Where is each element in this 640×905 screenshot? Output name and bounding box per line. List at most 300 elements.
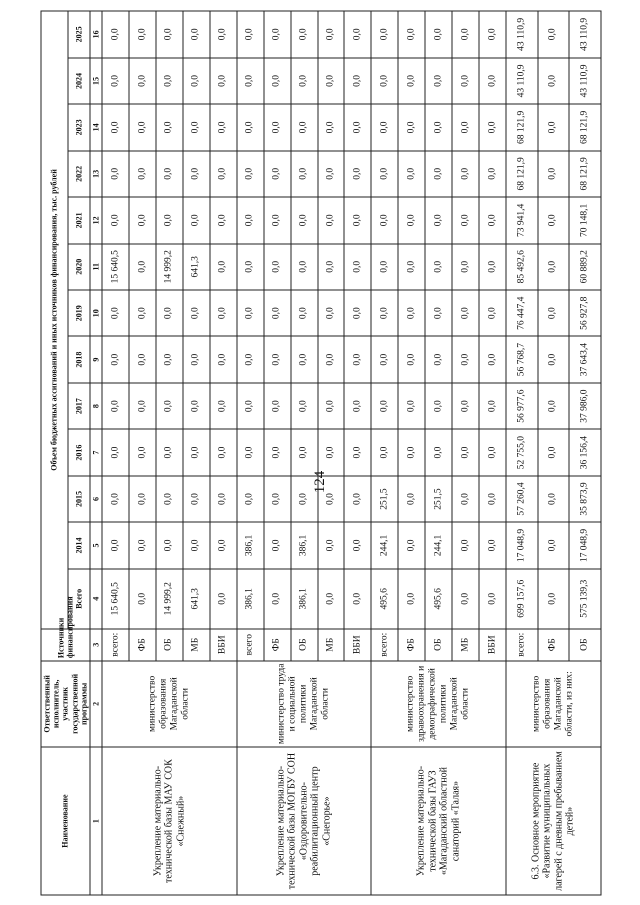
amount-year: 0,0 — [155, 57, 182, 103]
amount-year: 0,0 — [479, 57, 506, 103]
amount-year: 0,0 — [155, 522, 182, 568]
amount-year: 0,0 — [209, 475, 236, 521]
amount-year: 0,0 — [452, 289, 479, 335]
amount-year: 0,0 — [129, 382, 156, 428]
amount-year: 0,0 — [129, 197, 156, 243]
amount-year: 0,0 — [317, 197, 344, 243]
amount-year: 244,1 — [371, 522, 398, 568]
amount-year: 0,0 — [263, 382, 290, 428]
amount-year: 244,1 — [425, 522, 452, 568]
amount-year: 0,0 — [398, 197, 425, 243]
amount-year: 0,0 — [479, 11, 506, 58]
amount-year: 0,0 — [371, 382, 398, 428]
amount-total: 699 157,6 — [505, 568, 537, 628]
amount-year: 0,0 — [263, 104, 290, 150]
amount-year: 0,0 — [236, 243, 263, 289]
amount-year: 0,0 — [290, 57, 317, 103]
amount-year: 57 260,4 — [505, 475, 537, 521]
amount-year: 85 492,6 — [505, 243, 537, 289]
amount-year: 70 148,1 — [569, 197, 601, 243]
amount-year: 14 999,2 — [155, 243, 182, 289]
amount-year: 0,0 — [129, 150, 156, 196]
amount-total: 575 139,3 — [569, 568, 601, 628]
amount-year: 0,0 — [129, 522, 156, 568]
amount-year: 0,0 — [155, 11, 182, 58]
amount-year: 0,0 — [317, 11, 344, 58]
header-executor: Ответственный исполнитель, участник государственной программы — [41, 660, 90, 747]
amount-year: 0,0 — [537, 104, 569, 150]
amount-year: 0,0 — [537, 336, 569, 382]
amount-year: 0,0 — [398, 57, 425, 103]
amount-year: 0,0 — [398, 104, 425, 150]
amount-year: 0,0 — [182, 150, 209, 196]
amount-year: 0,0 — [479, 150, 506, 196]
header-year: 2023 — [67, 104, 89, 150]
amount-year: 0,0 — [129, 289, 156, 335]
amount-total: 0,0 — [452, 568, 479, 628]
funding-source: ОБ — [425, 628, 452, 660]
amount-year: 0,0 — [209, 429, 236, 475]
amount-year: 0,0 — [290, 382, 317, 428]
amount-year: 0,0 — [371, 289, 398, 335]
column-number: 10 — [89, 289, 101, 335]
amount-year: 0,0 — [236, 104, 263, 150]
amount-year: 0,0 — [290, 243, 317, 289]
amount-year: 0,0 — [182, 197, 209, 243]
amount-year: 0,0 — [182, 336, 209, 382]
amount-year: 43 110,9 — [505, 57, 537, 103]
amount-year: 0,0 — [344, 11, 371, 58]
amount-year: 0,0 — [537, 522, 569, 568]
funding-source: всего — [236, 628, 263, 660]
amount-year: 0,0 — [425, 429, 452, 475]
amount-year: 0,0 — [209, 150, 236, 196]
amount-year: 0,0 — [155, 475, 182, 521]
amount-total: 0,0 — [537, 568, 569, 628]
amount-year: 52 755,0 — [505, 429, 537, 475]
amount-total: 0,0 — [317, 568, 344, 628]
amount-year: 68 121,9 — [505, 104, 537, 150]
amount-year: 0,0 — [209, 522, 236, 568]
column-number: 4 — [89, 568, 101, 628]
funding-source: ОБ — [290, 628, 317, 660]
amount-year: 0,0 — [344, 104, 371, 150]
amount-total: 15 640,5 — [102, 568, 129, 628]
amount-year: 0,0 — [209, 336, 236, 382]
amount-year: 0,0 — [236, 57, 263, 103]
amount-year: 0,0 — [263, 336, 290, 382]
amount-year: 0,0 — [155, 336, 182, 382]
responsible-executor: министерство образования Магаданской области, из них: — [505, 660, 600, 747]
amount-year: 0,0 — [263, 522, 290, 568]
amount-year: 0,0 — [344, 522, 371, 568]
amount-year: 0,0 — [452, 382, 479, 428]
amount-year: 0,0 — [263, 57, 290, 103]
amount-year: 17 048,9 — [569, 522, 601, 568]
amount-year: 0,0 — [129, 475, 156, 521]
amount-year: 0,0 — [425, 289, 452, 335]
header-year: 2019 — [67, 289, 89, 335]
funding-source: ОБ — [155, 628, 182, 660]
amount-year: 0,0 — [290, 475, 317, 521]
column-number: 13 — [89, 150, 101, 196]
responsible-executor: министерство труда и социальной политики Магаданской области — [236, 660, 371, 747]
amount-year: 0,0 — [344, 150, 371, 196]
page-number: 124 — [312, 470, 328, 494]
amount-year: 0,0 — [452, 522, 479, 568]
amount-year: 386,1 — [290, 522, 317, 568]
amount-year: 0,0 — [425, 336, 452, 382]
column-number: 1 — [89, 747, 101, 895]
amount-total: 495,6 — [371, 568, 398, 628]
amount-year: 0,0 — [425, 382, 452, 428]
amount-year: 0,0 — [102, 475, 129, 521]
amount-year: 0,0 — [182, 289, 209, 335]
amount-year: 0,0 — [452, 475, 479, 521]
amount-year: 0,0 — [344, 336, 371, 382]
amount-year: 0,0 — [102, 289, 129, 335]
header-year: 2024 — [67, 57, 89, 103]
header-year: 2021 — [67, 197, 89, 243]
amount-year: 0,0 — [236, 289, 263, 335]
responsible-executor: министерство здравоохранения и демографической политики Магаданской области — [371, 660, 506, 747]
responsible-executor: министерство образования Магаданской области — [102, 660, 237, 747]
amount-year: 0,0 — [263, 11, 290, 58]
amount-year: 0,0 — [452, 429, 479, 475]
amount-year: 35 873,9 — [569, 475, 601, 521]
column-number: 14 — [89, 104, 101, 150]
amount-total: 0,0 — [263, 568, 290, 628]
amount-year: 0,0 — [452, 57, 479, 103]
amount-year: 0,0 — [209, 104, 236, 150]
amount-year: 0,0 — [155, 289, 182, 335]
amount-year: 0,0 — [129, 104, 156, 150]
amount-year: 76 447,4 — [505, 289, 537, 335]
amount-year: 0,0 — [537, 197, 569, 243]
funding-source: ВБИ — [479, 628, 506, 660]
amount-year: 0,0 — [425, 243, 452, 289]
amount-year: 0,0 — [425, 150, 452, 196]
amount-year: 0,0 — [317, 382, 344, 428]
column-number: 16 — [89, 11, 101, 58]
amount-year: 0,0 — [425, 57, 452, 103]
amount-year: 0,0 — [155, 150, 182, 196]
amount-year: 0,0 — [479, 197, 506, 243]
amount-year: 0,0 — [537, 475, 569, 521]
amount-year: 0,0 — [263, 289, 290, 335]
amount-year: 0,0 — [317, 243, 344, 289]
amount-year: 0,0 — [236, 429, 263, 475]
funding-source: ВБИ — [209, 628, 236, 660]
amount-year: 0,0 — [263, 475, 290, 521]
column-number: 3 — [89, 628, 101, 660]
amount-year: 0,0 — [290, 336, 317, 382]
amount-year: 43 110,9 — [505, 11, 537, 58]
funding-source: ОБ — [569, 628, 601, 660]
header-total: Всего — [67, 568, 89, 628]
amount-year: 0,0 — [317, 57, 344, 103]
amount-year: 0,0 — [398, 382, 425, 428]
table-row — [371, 11, 398, 895]
amount-year: 386,1 — [236, 522, 263, 568]
amount-year: 0,0 — [236, 336, 263, 382]
amount-year: 60 889,2 — [569, 243, 601, 289]
amount-year: 0,0 — [398, 475, 425, 521]
amount-year: 0,0 — [102, 150, 129, 196]
column-numbers-row — [89, 11, 101, 895]
header-year: 2014 — [67, 522, 89, 568]
header-year: 2018 — [67, 336, 89, 382]
amount-year: 0,0 — [537, 150, 569, 196]
amount-year: 0,0 — [479, 475, 506, 521]
amount-year: 0,0 — [371, 197, 398, 243]
amount-year: 43 110,9 — [569, 57, 601, 103]
amount-year: 0,0 — [236, 11, 263, 58]
amount-year: 0,0 — [398, 522, 425, 568]
amount-year: 37 986,0 — [569, 382, 601, 428]
amount-year: 0,0 — [371, 11, 398, 58]
amount-total: 495,6 — [425, 568, 452, 628]
funding-source: всего: — [102, 628, 129, 660]
funding-source: ФБ — [263, 628, 290, 660]
amount-year: 0,0 — [537, 243, 569, 289]
column-number: 8 — [89, 382, 101, 428]
amount-year: 0,0 — [155, 197, 182, 243]
column-number: 12 — [89, 197, 101, 243]
amount-year: 0,0 — [290, 150, 317, 196]
amount-year: 0,0 — [452, 104, 479, 150]
activity-name: Укрепление материально-технической базы МОГБУ СОН «Оздоровительно-реабилитационный центр «Снегорье» — [236, 747, 371, 895]
activity-name: Укрепление материально-технической базы МАУ СОК «Снежный» — [102, 747, 237, 895]
amount-year: 0,0 — [452, 336, 479, 382]
amount-year: 0,0 — [425, 11, 452, 58]
amount-total: 386,1 — [236, 568, 263, 628]
amount-year: 37 643,4 — [569, 336, 601, 382]
amount-year: 0,0 — [425, 104, 452, 150]
amount-year: 68 121,9 — [505, 150, 537, 196]
header-year: 2015 — [67, 475, 89, 521]
amount-year: 251,5 — [371, 475, 398, 521]
header-row — [41, 11, 68, 895]
amount-year: 0,0 — [398, 336, 425, 382]
amount-year: 0,0 — [129, 429, 156, 475]
amount-total: 0,0 — [398, 568, 425, 628]
amount-year: 0,0 — [537, 289, 569, 335]
amount-year: 0,0 — [102, 197, 129, 243]
amount-year: 0,0 — [263, 243, 290, 289]
amount-year: 0,0 — [236, 475, 263, 521]
amount-year: 0,0 — [236, 382, 263, 428]
amount-total: 641,3 — [182, 568, 209, 628]
amount-year: 0,0 — [317, 289, 344, 335]
amount-year: 0,0 — [479, 429, 506, 475]
amount-year: 0,0 — [537, 382, 569, 428]
column-number: 7 — [89, 429, 101, 475]
amount-year: 0,0 — [344, 475, 371, 521]
amount-year: 0,0 — [537, 11, 569, 58]
amount-year: 0,0 — [344, 382, 371, 428]
amount-year: 0,0 — [209, 197, 236, 243]
amount-year: 0,0 — [155, 382, 182, 428]
column-number: 9 — [89, 336, 101, 382]
amount-year: 0,0 — [479, 289, 506, 335]
header-year: 2020 — [67, 243, 89, 289]
amount-year: 0,0 — [102, 336, 129, 382]
amount-year: 0,0 — [182, 429, 209, 475]
amount-year: 0,0 — [317, 150, 344, 196]
amount-year: 0,0 — [290, 289, 317, 335]
table-row — [236, 11, 263, 895]
amount-year: 0,0 — [129, 243, 156, 289]
amount-year: 0,0 — [317, 522, 344, 568]
amount-total: 0,0 — [129, 568, 156, 628]
amount-year: 0,0 — [102, 382, 129, 428]
amount-year: 0,0 — [371, 150, 398, 196]
amount-year: 0,0 — [317, 336, 344, 382]
amount-year: 56 927,8 — [569, 289, 601, 335]
amount-year: 0,0 — [209, 243, 236, 289]
amount-year: 0,0 — [102, 11, 129, 58]
amount-year: 0,0 — [398, 11, 425, 58]
amount-year: 0,0 — [102, 429, 129, 475]
amount-year: 0,0 — [398, 150, 425, 196]
amount-year: 0,0 — [479, 104, 506, 150]
amount-total: 386,1 — [290, 568, 317, 628]
column-number: 2 — [89, 660, 101, 747]
amount-year: 0,0 — [263, 150, 290, 196]
amount-year: 0,0 — [129, 11, 156, 58]
activity-name: Укрепление материально-технической базы ГАУЗ «Магаданский областной санаторий «Талая» — [371, 747, 506, 895]
amount-year: 0,0 — [182, 11, 209, 58]
amount-year: 0,0 — [425, 197, 452, 243]
amount-year: 0,0 — [102, 57, 129, 103]
amount-year: 641,3 — [182, 243, 209, 289]
funding-source: МБ — [182, 628, 209, 660]
column-number: 15 — [89, 57, 101, 103]
amount-total: 14 999,2 — [155, 568, 182, 628]
amount-year: 0,0 — [102, 104, 129, 150]
amount-year: 0,0 — [537, 57, 569, 103]
amount-year: 0,0 — [129, 336, 156, 382]
amount-total: 0,0 — [344, 568, 371, 628]
table-row — [102, 11, 129, 895]
column-number: 5 — [89, 522, 101, 568]
amount-year: 0,0 — [371, 243, 398, 289]
amount-year: 0,0 — [452, 150, 479, 196]
amount-year: 0,0 — [317, 475, 344, 521]
amount-year: 0,0 — [182, 104, 209, 150]
amount-year: 0,0 — [398, 429, 425, 475]
amount-year: 0,0 — [155, 104, 182, 150]
amount-year: 0,0 — [209, 289, 236, 335]
amount-year: 0,0 — [102, 522, 129, 568]
amount-year: 68 121,9 — [569, 150, 601, 196]
amount-year: 0,0 — [398, 243, 425, 289]
amount-year: 0,0 — [155, 429, 182, 475]
header-name: Наименование — [41, 747, 90, 895]
column-number: 11 — [89, 243, 101, 289]
amount-year: 0,0 — [209, 57, 236, 103]
amount-year: 17 048,9 — [505, 522, 537, 568]
funding-source: МБ — [317, 628, 344, 660]
amount-year: 0,0 — [182, 57, 209, 103]
header-year: 2025 — [67, 11, 89, 58]
amount-year: 0,0 — [452, 243, 479, 289]
activity-name: 6.3. Основное мероприятие «Развитие муниципальных лагерей с дневным пребыванием детей» — [505, 747, 600, 895]
amount-year: 36 156,4 — [569, 429, 601, 475]
amount-year: 0,0 — [182, 475, 209, 521]
funding-source: ФБ — [537, 628, 569, 660]
header-year: 2016 — [67, 429, 89, 475]
amount-year: 0,0 — [290, 197, 317, 243]
amount-year: 0,0 — [371, 429, 398, 475]
column-number: 6 — [89, 475, 101, 521]
amount-year: 0,0 — [129, 57, 156, 103]
amount-year: 73 941,4 — [505, 197, 537, 243]
amount-year: 0,0 — [344, 57, 371, 103]
funding-source: всего: — [505, 628, 537, 660]
amount-total: 0,0 — [209, 568, 236, 628]
funding-source: всего: — [371, 628, 398, 660]
amount-year: 0,0 — [236, 150, 263, 196]
amount-year: 0,0 — [371, 104, 398, 150]
header-financing-group: Объем бюджетных ассигнований и иных источников финансирования, тыс. рублей — [41, 11, 68, 629]
amount-year: 0,0 — [209, 382, 236, 428]
amount-year: 56 977,6 — [505, 382, 537, 428]
funding-source: ФБ — [129, 628, 156, 660]
amount-year: 0,0 — [452, 11, 479, 58]
amount-year: 0,0 — [317, 104, 344, 150]
header-year: 2022 — [67, 150, 89, 196]
amount-year: 56 768,7 — [505, 336, 537, 382]
amount-total: 0,0 — [479, 568, 506, 628]
amount-year: 0,0 — [344, 243, 371, 289]
amount-year: 251,5 — [425, 475, 452, 521]
amount-year: 0,0 — [398, 289, 425, 335]
amount-year: 0,0 — [182, 382, 209, 428]
amount-year: 0,0 — [479, 522, 506, 568]
amount-year: 0,0 — [344, 289, 371, 335]
funding-source: ФБ — [398, 628, 425, 660]
header-year: 2017 — [67, 382, 89, 428]
amount-year: 0,0 — [479, 243, 506, 289]
amount-year: 0,0 — [452, 197, 479, 243]
financing-table — [40, 10, 601, 895]
rotated-table-wrapper — [40, 10, 600, 895]
funding-source: ВБИ — [344, 628, 371, 660]
amount-year: 0,0 — [317, 429, 344, 475]
amount-year: 0,0 — [290, 104, 317, 150]
amount-year: 0,0 — [344, 197, 371, 243]
amount-year: 15 640,5 — [102, 243, 129, 289]
amount-year: 0,0 — [290, 11, 317, 58]
amount-year: 0,0 — [479, 336, 506, 382]
amount-year: 0,0 — [263, 429, 290, 475]
amount-year: 0,0 — [479, 382, 506, 428]
amount-year: 0,0 — [290, 429, 317, 475]
amount-year: 0,0 — [371, 336, 398, 382]
amount-year: 0,0 — [263, 197, 290, 243]
amount-year: 43 110,9 — [569, 11, 601, 58]
amount-year: 0,0 — [236, 197, 263, 243]
amount-year: 0,0 — [209, 11, 236, 58]
amount-year: 0,0 — [537, 429, 569, 475]
amount-year: 0,0 — [344, 429, 371, 475]
amount-year: 0,0 — [182, 522, 209, 568]
table-row — [505, 11, 537, 895]
funding-source: МБ — [452, 628, 479, 660]
amount-year: 0,0 — [371, 57, 398, 103]
